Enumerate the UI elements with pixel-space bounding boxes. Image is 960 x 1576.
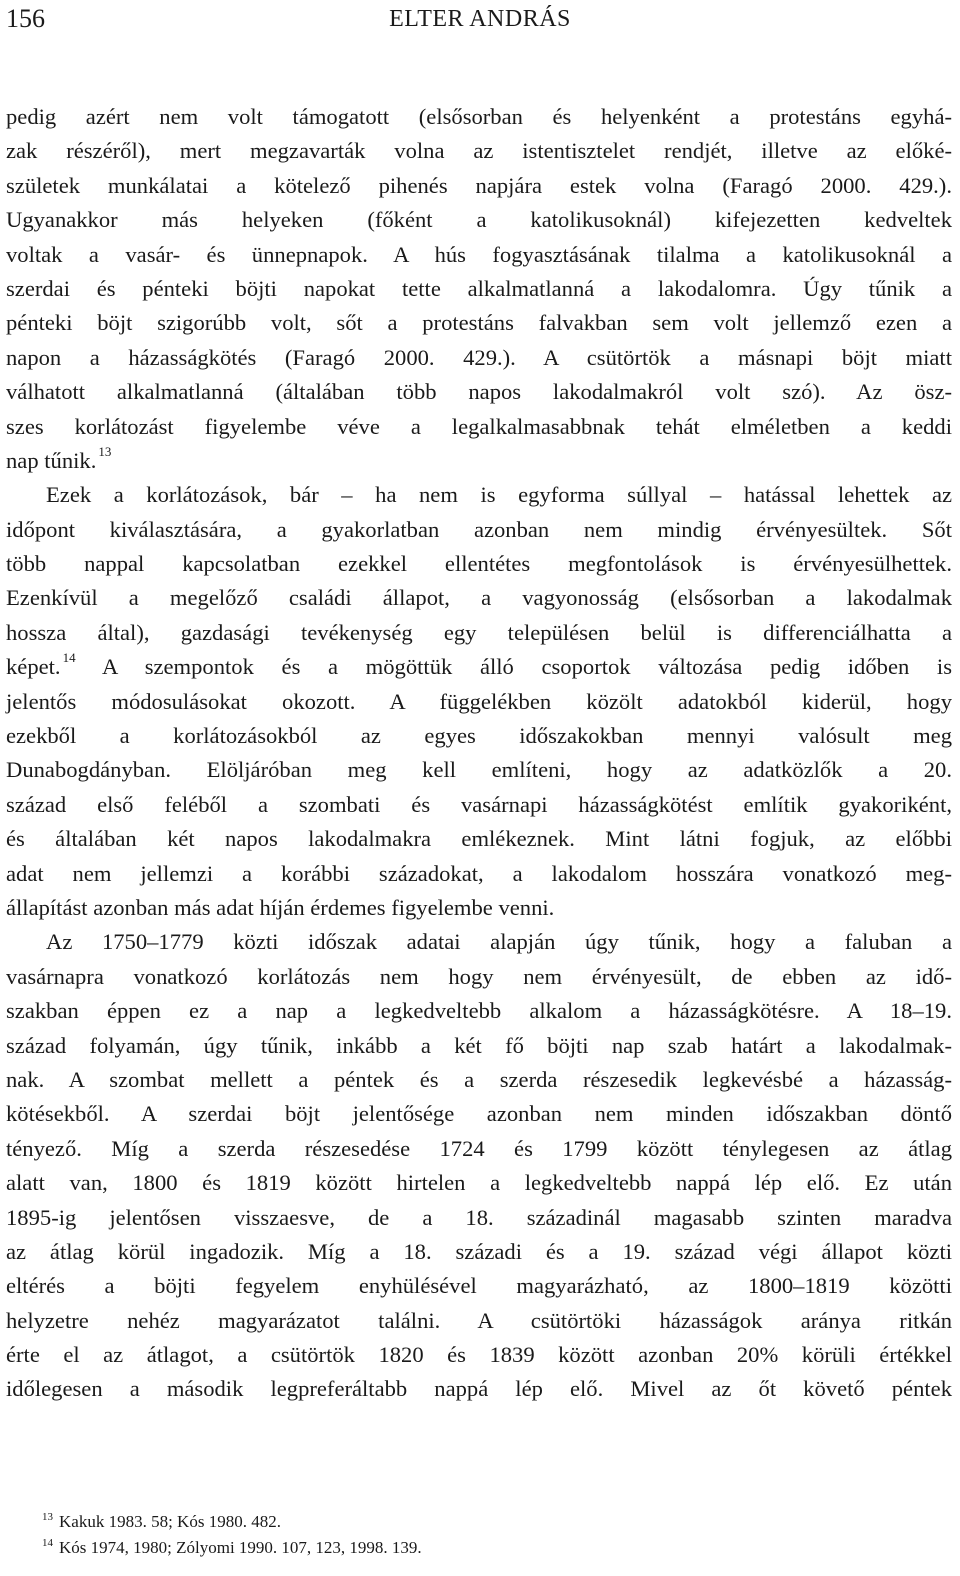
text-line: Ezek a korlátozások, bár – ha nem is egyforma súllyal – hatással lehettek az xyxy=(46,482,952,508)
text-line: és általában két napos lakodalmakra emlékeznek. Mint látni fogjuk, az előbbi xyxy=(6,826,952,852)
text-line: szakban éppen ez a nap a legkedveltebb alkalom a házasságkötésre. A 18–19. xyxy=(6,998,952,1024)
footnote-text: Kós 1974, 1980; Zólyomi 1990. 107, 123, 1998. 139. xyxy=(59,1538,422,1557)
text-line: 1895-ig jelentősen visszaesve, de a 18. századinál magasabb szinten maradva xyxy=(6,1204,952,1230)
text-line: napon a házasságkötés (Faragó 2000. 429.). A csütörtök a másnapi böjt miatt xyxy=(6,344,952,370)
text-line: alatt van, 1800 és 1819 között hirtelen a legkedveltebb nappá lép elő. Ez után xyxy=(6,1170,952,1196)
text-line: Ugyanakkor más helyeken (főként a katolikusoknál) kifejezetten kedveltek xyxy=(6,207,952,233)
text-line: század első feléből a szombati és vasárnapi házasságkötést említik gyakoriként, xyxy=(6,791,952,817)
text-line xyxy=(6,650,952,684)
running-title: ELTER ANDRÁS xyxy=(389,6,571,32)
text-fragment: nap tűnik. xyxy=(6,447,97,473)
text-line: több nappal kapcsolatban ezekkel ellentétes megfontolások is érvényesülhettek. xyxy=(6,551,952,577)
footnote-mark: 13 xyxy=(42,1511,53,1523)
text-line: Az 1750–1779 közti időszak adatai alapján úgy tűnik, hogy a faluban a xyxy=(46,929,952,955)
text-line: jelentős módosulásokat okozott. A függelékben közölt adatokból kiderül, hogy xyxy=(6,688,952,714)
text-line: ezekből a korlátozásokból az egyes időszakokban mennyi valósult meg xyxy=(6,723,952,749)
body-text xyxy=(6,100,952,1407)
text-line: hossza által), gazdasági tevékenység egy településen belül is differenciálhatta a xyxy=(6,619,952,645)
text-line: pénteki böjt szigorúbb volt, sőt a protestáns falvakban sem volt jellemző ezen a xyxy=(6,310,952,336)
footnote-ref-13: 13 xyxy=(98,443,112,459)
text-line: kötésekből. A szerdai böjt jelentősége azonban nem minden időszakban döntő xyxy=(6,1101,952,1127)
text-line: vasárnapra vonatkozó korlátozás nem hogy nem érvényesült, de ebben az idő- xyxy=(6,963,952,989)
footnote-14 xyxy=(42,1536,422,1562)
text-line xyxy=(6,444,952,478)
text-line: Dunabogdányban. Elöljáróban meg kell említeni, hogy az adatközlők a 20. xyxy=(6,757,952,783)
page-number: 156 xyxy=(6,4,45,33)
text-line: adat nem jellemzi a korábbi századokat, a lakodalom hosszára vonatkozó meg- xyxy=(6,860,952,886)
text-line: szes korlátozást figyelembe véve a legalkalmasabbnak tehát elméletben a keddi xyxy=(6,413,952,439)
text-line: pedig azért nem volt támogatott (elsősorban és helyenként a protestáns egyhá- xyxy=(6,104,952,129)
text-line: válhatott alkalmatlanná (általában több napos lakodalmakról volt szó). Az ösz- xyxy=(6,379,952,405)
text-line: Ezenkívül a megelőző családi állapot, a vagyonosság (elsősorban a lakodalmak xyxy=(6,585,952,611)
footnotes xyxy=(42,1510,422,1562)
page-header xyxy=(6,4,954,34)
text-line: időpont kiválasztására, a gyakorlatban azonban nem mindig érvényesültek. Sőt xyxy=(6,516,952,542)
text-line: század folyamán, úgy tűnik, inkább a két fő böjti nap szab határt a lakodalmak- xyxy=(6,1032,952,1058)
footnote-mark: 14 xyxy=(42,1537,53,1549)
text-line: eltérés a böjti fegyelem enyhülésével magyarázható, az 1800–1819 közötti xyxy=(6,1273,952,1299)
footnote-ref-14: 14 xyxy=(62,650,76,666)
text-line: szerdai és pénteki böjti napokat tette alkalmatlanná a lakodalomra. Úgy tűnik a xyxy=(6,275,952,301)
text-line: voltak a vasár- és ünnepnapok. A hús fogyasztásának tilalma a katolikusoknál a xyxy=(6,241,952,267)
footnote-13 xyxy=(42,1510,422,1536)
text-fragment: A szempontok és a mögöttük álló csoportok változása pedig időben is xyxy=(101,654,952,680)
text-line: helyzetre nehéz magyarázatot találni. A csütörtöki házasságok aránya ritkán xyxy=(6,1307,952,1333)
text-line: tényező. Míg a szerda részesedése 1724 és 1799 között ténylegesen az átlag xyxy=(6,1135,952,1161)
text-line: állapítást azonban más adat híján érdemes figyelembe venni. xyxy=(6,894,555,920)
text-line: az átlag körül ingadozik. Míg a 18. századi és a 19. század végi állapot közti xyxy=(6,1238,952,1264)
text-line: nak. A szombat mellett a péntek és a szerda részesedik legkevésbé a házasság- xyxy=(6,1066,952,1092)
text-fragment: képet. xyxy=(6,654,61,680)
text-line: időlegesen a második legpreferáltabb nappá lép elő. Mivel az őt követő péntek xyxy=(6,1376,952,1402)
footnote-text: Kakuk 1983. 58; Kós 1980. 482. xyxy=(59,1512,281,1531)
text-line: zak részéről), mert megzavarták volna az istentisztelet rendjét, illetve az előké- xyxy=(6,138,952,164)
text-line: érte el az átlagot, a csütörtök 1820 és 1839 között azonban 20% körüli értékkel xyxy=(6,1342,952,1368)
text-line: születek munkálatai a kötelező pihenés napjára estek volna (Faragó 2000. 429.). xyxy=(6,172,952,198)
